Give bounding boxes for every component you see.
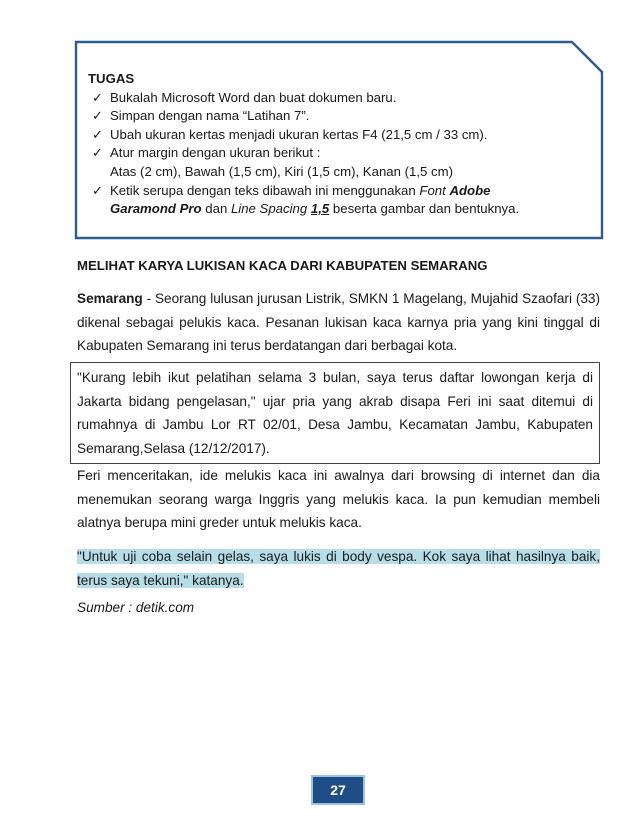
article-headline: MELIHAT KARYA LUKISAN KACA DARI KABUPATEN SEMARANG (77, 258, 488, 273)
checkmark-icon: ✓ (92, 126, 103, 142)
source-credit: Sumber : detik.com (77, 600, 195, 615)
task-item (88, 89, 588, 108)
article-paragraph-2: Feri menceritakan, ide melukis kaca ini awalnya dari browsing di internet dan dia menemukan seorang warga Inggris yang melukis kaca. Ia pun kemudian membeli alatnya berupa mini greder untuk melukis kaca. (77, 468, 600, 530)
task-item-text: Bukalah Microsoft Word dan buat dokumen baru. (110, 89, 397, 105)
font-label: Font (419, 182, 446, 198)
page-number: 27 (311, 775, 365, 805)
task-item (88, 107, 588, 126)
task-item-text: Ubah ukuran kertas menjadi ukuran kertas F4 (21,5 cm / 33 cm). (110, 126, 488, 142)
checkmark-icon: ✓ (92, 89, 103, 105)
article-paragraph-1 (77, 287, 600, 358)
task-item-text-3: beserta gambar dan bentuknya. (329, 201, 520, 217)
task-item-text-2: dan (201, 201, 231, 217)
margin-values: Atas (2 cm), Bawah (1,5 cm), Kiri (1,5 cm), Kanan (1,5 cm) (110, 163, 453, 179)
highlighted-quote (77, 545, 600, 592)
task-list (88, 89, 588, 219)
checkmark-icon: ✓ (92, 145, 103, 161)
spacing-value: 1,5 (310, 201, 330, 217)
task-item-text: Ketik serupa dengan teks dibawah ini menggunakan (110, 182, 420, 198)
font-name-2: Garamond Pro (110, 201, 202, 217)
dateline: Semarang (77, 291, 143, 306)
quote-box: "Kurang lebih ikut pelatihan selama 3 bulan, saya terus daftar lowongan kerja di Jakarta bidang pengelasan," ujar pria yang akrab disapa Feri ini saat ditemui di rumahnya di Jambu Lor RT 02/01, Desa Jambu, Kecamatan Jambu, Kabupaten Semarang,Selasa (12/12/2017). (70, 362, 600, 464)
task-title: TUGAS (88, 71, 135, 86)
task-item (88, 182, 588, 219)
checkmark-icon: ✓ (92, 182, 103, 198)
checkmark-icon: ✓ (92, 108, 103, 124)
task-item (88, 144, 588, 181)
task-item (88, 126, 588, 145)
highlight-text: "Untuk uji coba selain gelas, saya lukis di body vespa. Kok saya lihat hasilnya baik, terus saya tekuni," katanya. (77, 549, 600, 588)
task-item-text: Simpan dengan nama “Latihan 7”. (110, 108, 310, 124)
task-content (88, 70, 588, 219)
paragraph-text: - Seorang lulusan jurusan Listrik, SMKN 1 Magelang, Mujahid Szaofari (33) dikenal sebagai pelukis kaca. Pesanan lukisan kaca karnya pria yang kini tinggal di Kabupaten Semarang ini terus berdatangan dari berbagai kota. (77, 291, 600, 353)
font-name-1: Adobe (449, 182, 491, 198)
spacing-label: Line Spacing (230, 201, 308, 217)
task-item-text: Atur margin dengan ukuran berikut : (110, 145, 321, 161)
